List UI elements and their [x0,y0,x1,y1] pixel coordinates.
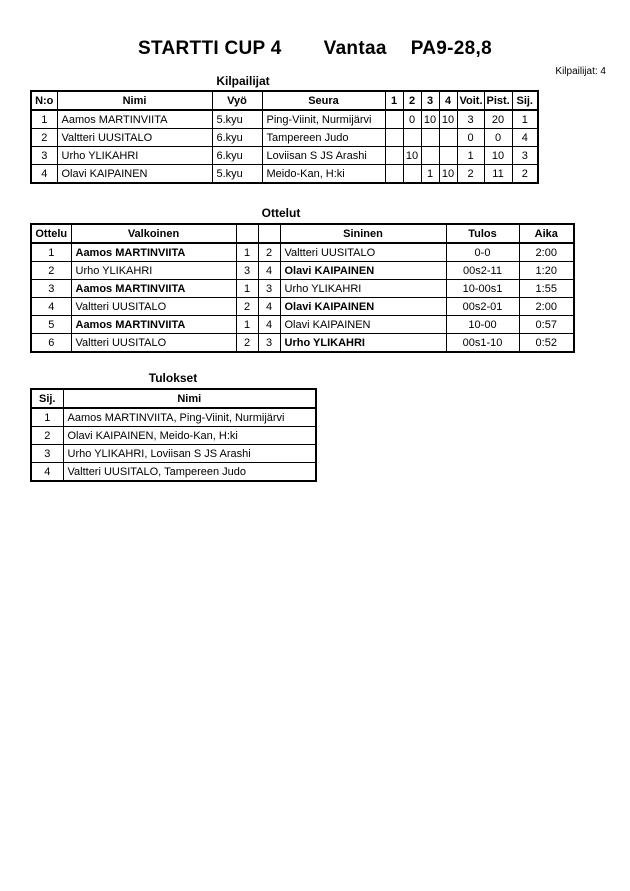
cell-belt: 6.kyu [212,129,262,147]
cell-name: Olavi KAIPAINEN, Meido-Kan, H:ki [63,427,316,445]
cell-result: 10-00 [446,316,519,334]
cell-round-3 [421,147,439,165]
event-category: PA9-28,8 [410,38,492,59]
col-header-no: N:o [31,91,57,110]
cell-place: 3 [512,147,538,165]
cell-white-name: Valtteri UUSITALO [71,298,236,316]
col-header-round-3: 3 [421,91,439,110]
cell-white-name: Aamos MARTINVIITA [71,243,236,262]
cell-result: 10-00s1 [446,280,519,298]
cell-name: Urho YLIKAHRI [57,147,212,165]
cell-points: 0 [484,129,512,147]
results-heading: Tulokset [148,371,198,385]
match-row [31,316,574,334]
page-title [0,0,630,60]
cell-time: 0:57 [519,316,574,334]
matches-header-row [31,224,574,243]
cell-white-name: Aamos MARTINVIITA [71,280,236,298]
col-header-belt: Vyö [212,91,262,110]
cell-white-no: 2 [236,334,258,353]
competitor-row [31,165,538,184]
cell-blue-no: 4 [258,316,280,334]
col-header-name: Nimi [63,389,316,408]
result-row [31,445,316,463]
cell-white-no: 1 [236,316,258,334]
competitors-header-row [31,91,538,110]
cell-result: 00s2-11 [446,262,519,280]
cell-round-3: 10 [421,110,439,129]
cell-round-4 [439,147,457,165]
col-header-points: Pist. [484,91,512,110]
cell-no: 1 [31,110,57,129]
col-header-blue: Sininen [280,224,446,243]
cell-name: Valtteri UUSITALO, Tampereen Judo [63,463,316,482]
col-header-club: Seura [262,91,385,110]
cell-no: 4 [31,165,57,184]
result-row [31,408,316,427]
cell-round-4 [439,129,457,147]
cell-match-no: 4 [31,298,71,316]
event-name: STARTTI CUP 4 [138,38,282,59]
results-table [30,388,317,482]
cell-no: 2 [31,129,57,147]
competitor-row [31,110,538,129]
cell-round-4: 10 [439,165,457,184]
cell-club: Tampereen Judo [262,129,385,147]
matches-heading: Ottelut [261,206,301,220]
col-header-result: Tulos [446,224,519,243]
match-row [31,298,574,316]
cell-points: 10 [484,147,512,165]
cell-name: Valtteri UUSITALO [57,129,212,147]
cell-name: Urho YLIKAHRI, Loviisan S JS Arashi [63,445,316,463]
result-row [31,463,316,482]
cell-name: Aamos MARTINVIITA [57,110,212,129]
cell-match-no: 2 [31,262,71,280]
cell-round-3: 1 [421,165,439,184]
competitor-row [31,129,538,147]
cell-blue-no: 4 [258,262,280,280]
cell-blue-no: 3 [258,280,280,298]
match-row [31,334,574,353]
cell-blue-name: Olavi KAIPAINEN [280,316,446,334]
cell-white-no: 2 [236,298,258,316]
cell-place: 1 [31,408,63,427]
col-header-match-no: Ottelu [31,224,71,243]
cell-blue-no: 2 [258,243,280,262]
cell-time: 0:52 [519,334,574,353]
cell-blue-name: Olavi KAIPAINEN [280,262,446,280]
matches-table [30,223,575,353]
col-header-round-2: 2 [403,91,421,110]
cell-blue-no: 4 [258,298,280,316]
cell-place: 1 [512,110,538,129]
col-header-white-no [236,224,258,243]
match-row [31,262,574,280]
cell-match-no: 3 [31,280,71,298]
cell-place: 4 [31,463,63,482]
cell-blue-name: Valtteri UUSITALO [280,243,446,262]
competitors-heading: Kilpailijat [216,74,270,88]
col-header-place: Sij. [31,389,63,408]
cell-place: 4 [512,129,538,147]
competitors-table [30,90,539,184]
col-header-place: Sij. [512,91,538,110]
cell-no: 3 [31,147,57,165]
cell-blue-name: Urho YLIKAHRI [280,280,446,298]
cell-blue-name: Olavi KAIPAINEN [280,298,446,316]
cell-white-name: Aamos MARTINVIITA [71,316,236,334]
cell-round-3 [421,129,439,147]
cell-place: 3 [31,445,63,463]
cell-white-no: 1 [236,243,258,262]
match-row [31,280,574,298]
col-header-round-4: 4 [439,91,457,110]
cell-result: 0-0 [446,243,519,262]
cell-match-no: 6 [31,334,71,353]
cell-club: Meido-Kan, H:ki [262,165,385,184]
cell-blue-no: 3 [258,334,280,353]
cell-place: 2 [31,427,63,445]
cell-name: Olavi KAIPAINEN [57,165,212,184]
cell-round-1 [385,147,403,165]
cell-wins: 3 [457,110,484,129]
cell-belt: 5.kyu [212,165,262,184]
cell-place: 2 [512,165,538,184]
results-header-row [31,389,316,408]
cell-result: 00s2-01 [446,298,519,316]
cell-white-no: 1 [236,280,258,298]
cell-round-2: 0 [403,110,421,129]
cell-club: Loviisan S JS Arashi [262,147,385,165]
competitor-count-label: Kilpailijat: 4 [555,66,606,77]
col-header-white: Valkoinen [71,224,236,243]
cell-white-no: 3 [236,262,258,280]
cell-round-1 [385,129,403,147]
cell-time: 1:55 [519,280,574,298]
cell-time: 2:00 [519,243,574,262]
cell-round-4: 10 [439,110,457,129]
cell-round-2 [403,129,421,147]
col-header-round-1: 1 [385,91,403,110]
cell-round-1 [385,165,403,184]
cell-wins: 0 [457,129,484,147]
cell-white-name: Urho YLIKAHRI [71,262,236,280]
cell-round-2: 10 [403,147,421,165]
cell-time: 2:00 [519,298,574,316]
cell-blue-name: Urho YLIKAHRI [280,334,446,353]
cell-name: Aamos MARTINVIITA, Ping-Viinit, Nurmijärvi [63,408,316,427]
cell-club: Ping-Viinit, Nurmijärvi [262,110,385,129]
match-row [31,243,574,262]
cell-points: 20 [484,110,512,129]
result-row [31,427,316,445]
cell-result: 00s1-10 [446,334,519,353]
cell-points: 11 [484,165,512,184]
col-header-time: Aika [519,224,574,243]
cell-round-2 [403,165,421,184]
cell-belt: 6.kyu [212,147,262,165]
cell-round-1 [385,110,403,129]
cell-wins: 2 [457,165,484,184]
event-city: Vantaa [323,38,387,59]
cell-match-no: 1 [31,243,71,262]
cell-match-no: 5 [31,316,71,334]
col-header-blue-no [258,224,280,243]
col-header-wins: Voit. [457,91,484,110]
cell-wins: 1 [457,147,484,165]
col-header-name: Nimi [57,91,212,110]
cell-belt: 5.kyu [212,110,262,129]
competitor-row [31,147,538,165]
cell-time: 1:20 [519,262,574,280]
cell-white-name: Valtteri UUSITALO [71,334,236,353]
